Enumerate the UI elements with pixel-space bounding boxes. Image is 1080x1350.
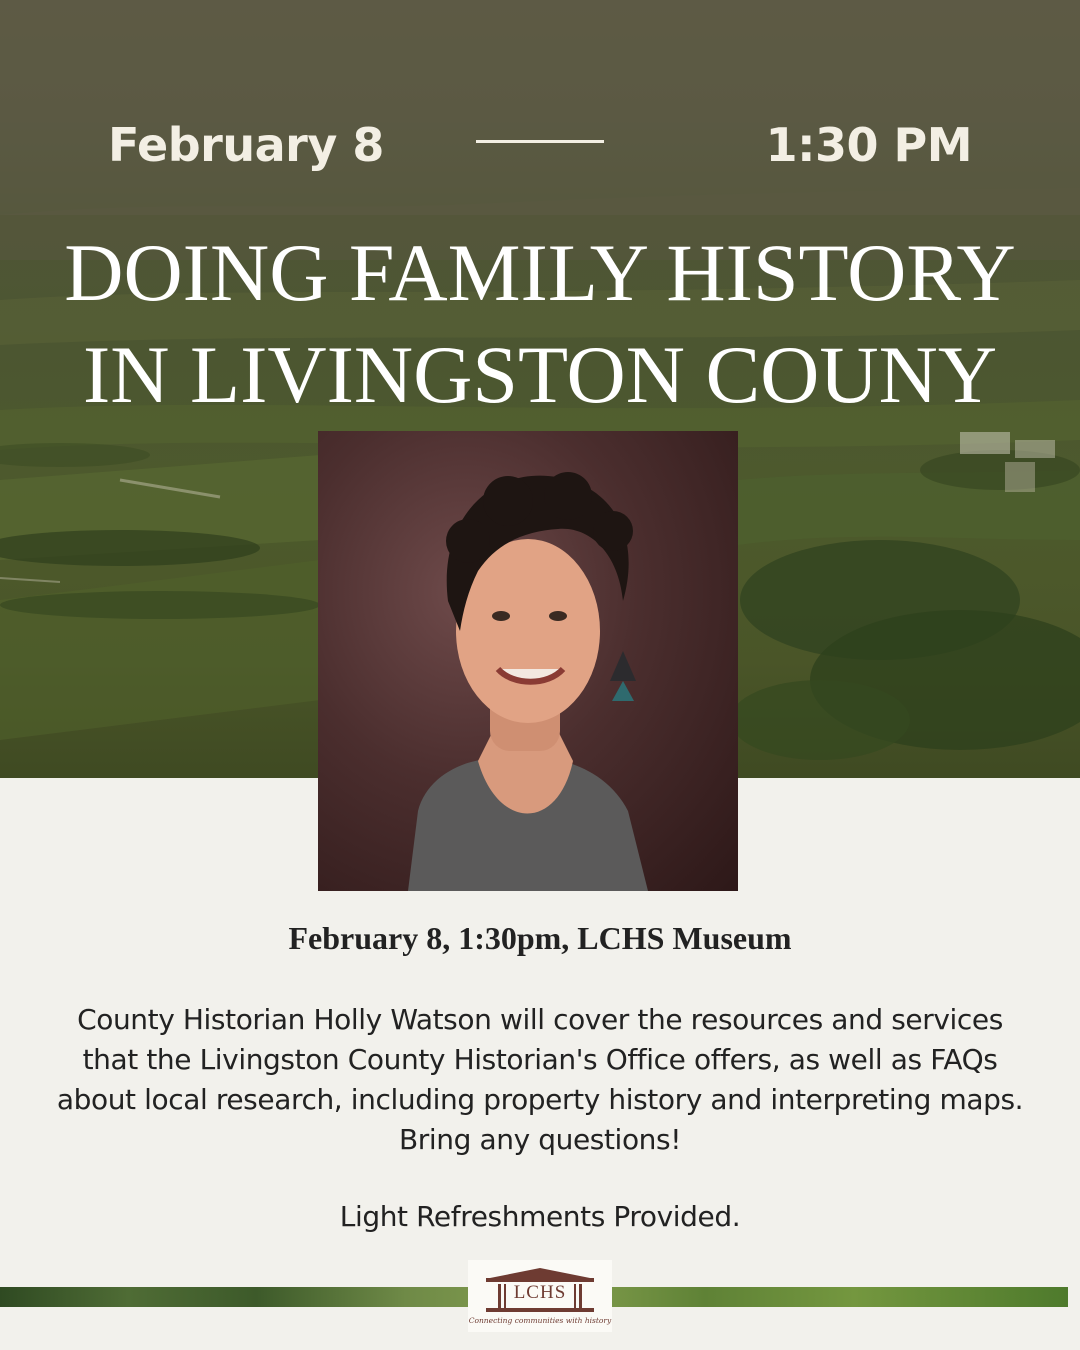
event-venue: LCHS Museum bbox=[577, 920, 792, 956]
event-details-line bbox=[0, 920, 1080, 957]
title-line-1: DOING FAMILY HISTORY bbox=[64, 227, 1016, 318]
event-title bbox=[0, 222, 1080, 426]
refreshments-note: Light Refreshments Provided. bbox=[339, 1200, 741, 1233]
logo-wordmark: LCHS bbox=[513, 1282, 567, 1303]
header-date: February 8 bbox=[108, 118, 384, 172]
event-time: 1:30pm bbox=[458, 920, 562, 956]
title-line-2: IN LIVINGSTON COUNY bbox=[82, 329, 998, 420]
separator-2: , bbox=[561, 920, 578, 956]
logo-tagline: Connecting communities with history bbox=[468, 1316, 612, 1325]
event-date: February 8 bbox=[288, 920, 443, 956]
event-description: County Historian Holly Watson will cover the resources and services that the Livingston County Historian's Office offers, as well as FAQs about local research, including property history and interpreting maps. Bring any questions! bbox=[56, 1003, 1024, 1156]
separator-1: , bbox=[442, 920, 459, 956]
speaker-photo bbox=[318, 431, 738, 891]
header-time: 1:30 PM bbox=[765, 118, 972, 172]
lchs-logo bbox=[468, 1260, 612, 1332]
speaker-portrait-illustration bbox=[318, 431, 738, 891]
header-divider bbox=[476, 140, 604, 143]
